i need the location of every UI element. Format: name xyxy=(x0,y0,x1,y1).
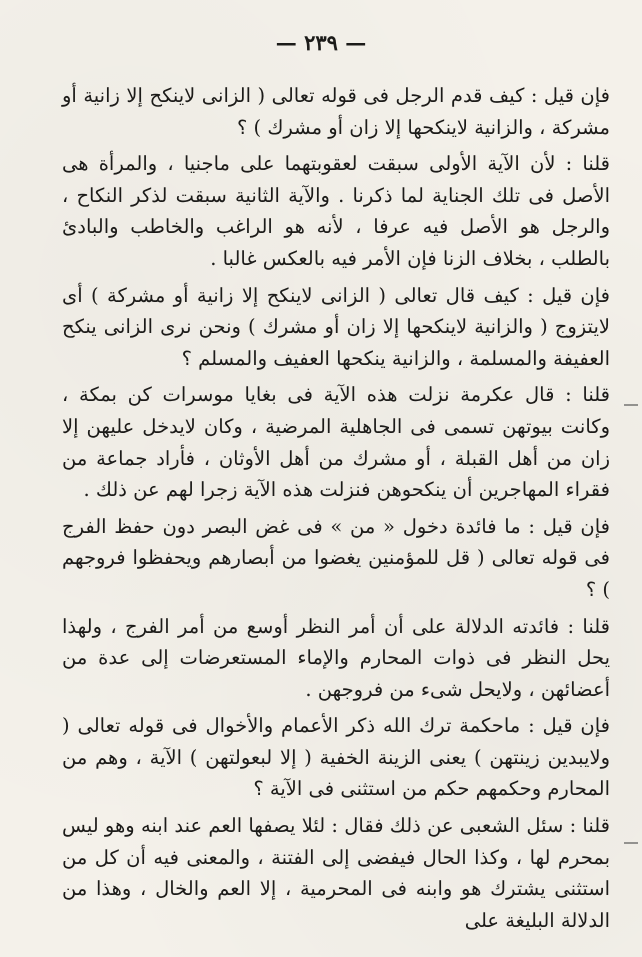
scan-edge-mark xyxy=(624,404,638,406)
paragraph-answer-1: قلنا : لأن الآية الأولى سبقت لعقوبتهما على ماجنيا ، والمرأة هى الأصل فى تلك الجناية لما ذكرنا . والآية الثانية سبقت لذكر النكاح ، والرجل هو الأصل فيه عرفا ، لأنه هو الراغب والخاطب والبادئ بالطلب ، بخلاف الزنا فإن الأمر فيه بالعكس غالبا . xyxy=(62,152,610,270)
paragraph-answer-3: قلنا : فائدته الدلالة على أن أمر النظر أوسع من أمر الفرج ، ولهذا يحل النظر فى ذوات المحارم والإماء المستعرضات إلى عدة من أعضائهن ، ولايحل شىء من فروجهن . xyxy=(62,614,610,701)
text-body xyxy=(62,80,610,941)
scan-edge-mark xyxy=(624,842,638,844)
paragraph-question-1: فإن قيل : كيف قدم الرجل فى قوله تعالى ( الزانى لاينكح إلا زانية أو مشركة ، والزانية لاينكحها إلا زان أو مشرك ) ؟ xyxy=(62,84,610,139)
paragraph-question-2: فإن قيل : كيف قال تعالى ( الزانى لاينكح إلا زانية أو مشركة ) أى لايتزوج ( والزانية لاينكحها إلا زان أو مشرك ) ونحن نرى الزانى ينكح العفيفة والمسلمة ، والزانية ينكحها العفيف والمسلم ؟ xyxy=(62,283,610,370)
paragraph-answer-4: قلنا : سئل الشعبى عن ذلك فقال : لئلا يصفها العم عند ابنه وهو ليس بمحرم لها ، وكذا الحال فيفضى إلى الفتنة ، والمعنى فيه أن كل من استثنى يشترك هو وابنه فى المحرمية ، إلا العم والخال ، وهذا من الدلالة البليغة على xyxy=(62,814,610,932)
paragraph-question-3: فإن قيل : ما فائدة دخول « من » فى غض البصر دون حفظ الفرج فى قوله تعالى ( قل للمؤمنين يغضوا من أبصارهم ويحفظوا فروجهم ) ؟ xyxy=(62,514,610,601)
paragraph-question-4: فإن قيل : ماحكمة ترك الله ذكر الأعمام والأخوال فى قوله تعالى ( ولايبدين زينتهن ) يعنى الزينة الخفية ( إلا لبعولتهن ) الآية ، وهم من المحارم وحكمهم حكم من استثنى فى الآية ؟ xyxy=(62,714,610,801)
paragraph-answer-2: قلنا : قال عكرمة نزلت هذه الآية فى بغايا موسرات كن بمكة ، وكانت بيوتهن تسمى فى الجاهلية المرضية ، وكان لايدخل عليهن إلا زان من أهل القبلة ، أو مشرك من أهل الأوثان ، فأراد جماعة من فقراء المهاجرين أن ينكحوهن فنزلت هذه الآية زجرا لهم عن ذلك . xyxy=(62,383,610,502)
page-number: — ٢٣٩ — xyxy=(275,30,367,55)
